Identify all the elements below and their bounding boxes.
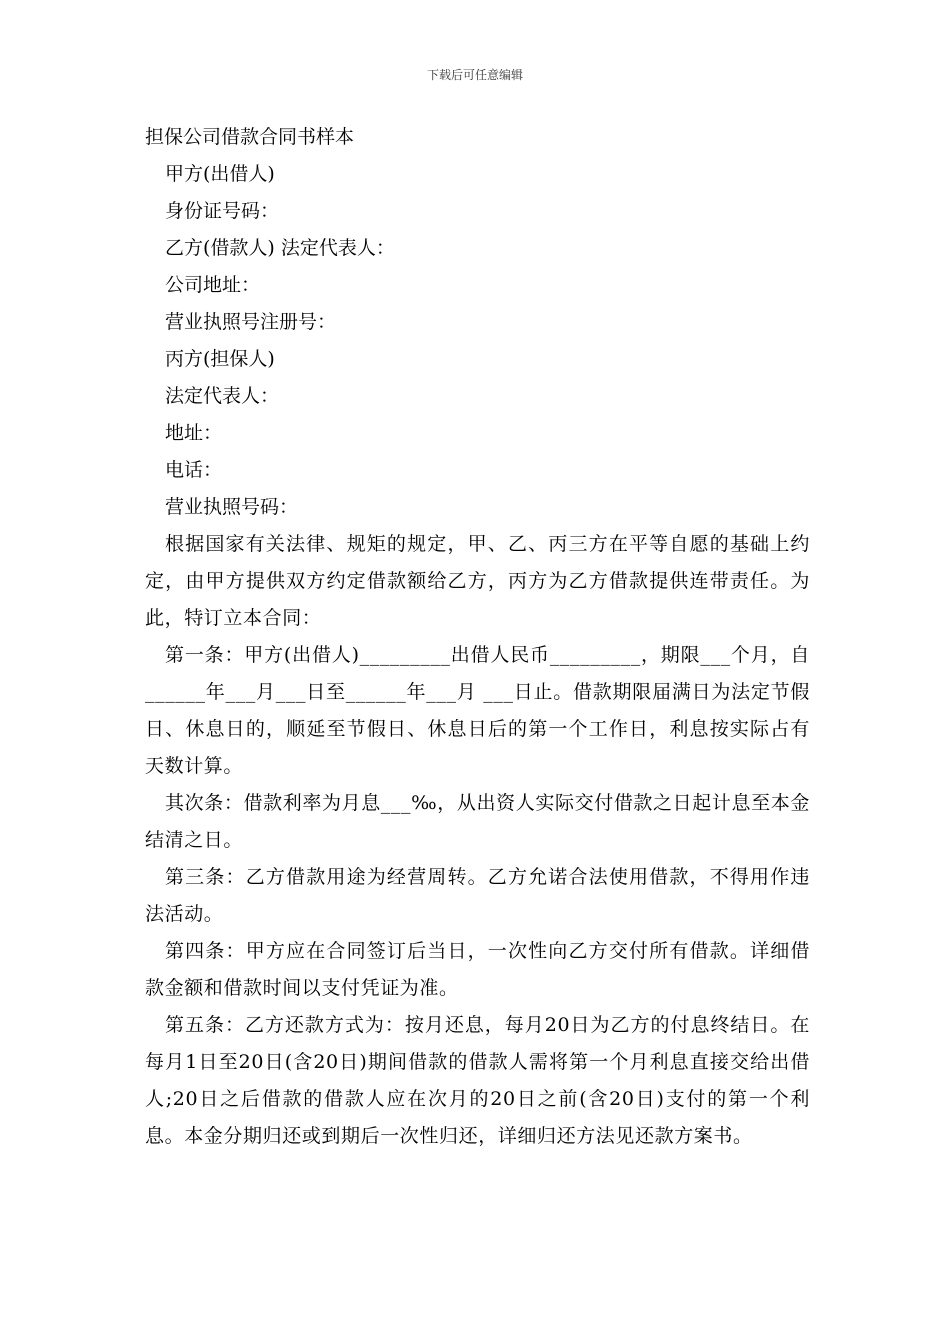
field-business-license-registration: 营业执照号注册号： [165,311,337,333]
field-legal-representative: 法定代表人： [165,385,280,407]
field-business-license-number: 营业执照号码： [165,496,299,518]
field-lender: 甲方(出借人) [165,163,275,185]
page-header-note: 下载后可任意编辑 [426,68,523,82]
paragraph-preamble: 根据国家有关法律、规矩的规定，甲、乙、丙三方在平等自愿的基础上约定，由甲方提供双方约定借款额给乙方，丙方为乙方借款提供连带责任。为此，特订立本合同： [145,533,810,629]
paragraph-article-5: 第五条：乙方还款方式为：按月还息，每月20日为乙方的付息终结日。在每月1日至20日(含20日)期间借款的借款人需将第一个月利息直接交给出借人;20日之后借款的借款人应在次月的20日之前(含20日)支付的第一个利息。本金分期归还或到期后一次性归还，详细归还方法见还款方案书。 [145,1014,810,1147]
paragraph-article-1: 第一条：甲方(出借人)_________出借人民币_________，期限___个月，自______年___月___日至______年___月 ___日止。借款期限届满日为法定节假日、休息日的，顺延至节假日、休息日后的第一个工作日，利息按实际占有天数计算。 [145,644,810,777]
document-body [145,119,810,1155]
paragraph-article-4: 第四条：甲方应在合同签订后当日，一次性向乙方交付所有借款。详细借款金额和借款时间以支付凭证为准。 [145,940,810,999]
field-id-number: 身份证号码： [165,200,280,222]
paragraph-article-3: 第三条：乙方借款用途为经营周转。乙方允诺合法使用借款，不得用作违法活动。 [145,866,810,925]
field-company-address: 公司地址： [165,274,261,296]
field-guarantor: 丙方(担保人) [165,348,275,370]
field-borrower-representative: 乙方(借款人) 法定代表人： [165,237,395,259]
field-phone: 电话： [165,459,223,481]
document-title: 担保公司借款合同书样本 [145,126,355,148]
paragraph-article-2: 其次条：借款利率为月息___‰，从出资人实际交付借款之日起计息至本金结清之日。 [145,792,810,851]
field-address: 地址： [165,422,223,444]
